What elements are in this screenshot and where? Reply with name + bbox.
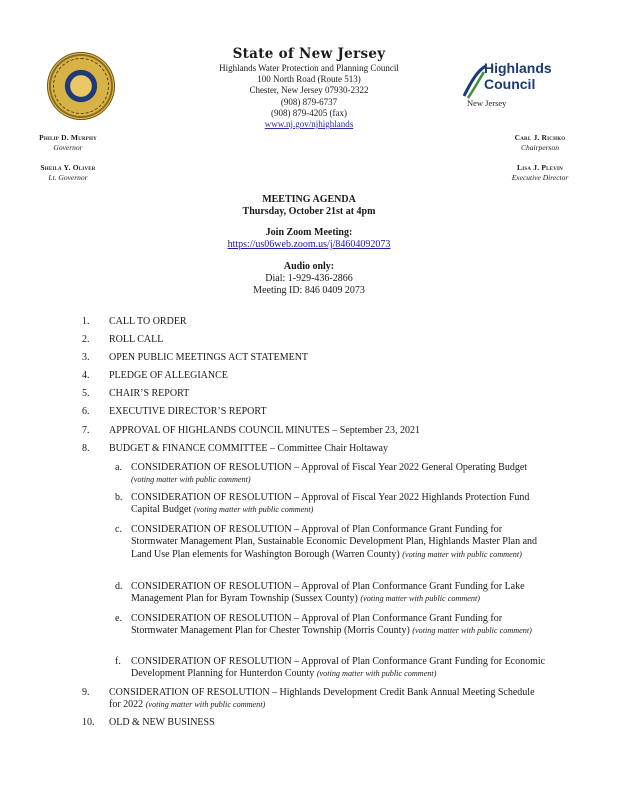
agenda-item-text: OLD & NEW BUSINESS — [109, 717, 215, 728]
voting-note: (voting matter with public comment) — [360, 594, 480, 604]
state-title: State of New Jersey — [232, 46, 386, 62]
agenda-sub-item-text: CONSIDERATION OF RESOLUTION – Approval of Fiscal Year 2022 General Operating Budget — [131, 462, 528, 473]
official-executive-director — [480, 163, 600, 183]
logo-word-council: Council — [484, 76, 536, 92]
agenda-item-number: 8. — [82, 443, 90, 454]
agenda-item-number: 6. — [82, 406, 90, 417]
address-line-1: 100 North Road (Route 513) — [257, 74, 361, 85]
voting-note: (voting matter with public comment) — [145, 700, 266, 710]
agenda-item-text: ROLL CALL — [109, 334, 164, 345]
agenda-item-number: 4. — [82, 370, 90, 381]
meeting-agenda-title: MEETING AGENDA — [262, 194, 356, 205]
agenda-sub-item-text: CONSIDERATION OF RESOLUTION – Approval of Fiscal Year 2022 Highlands Protection Fund Capital Budget — [131, 492, 530, 516]
officials-right — [480, 133, 600, 193]
official-name: Sheila Y. Oliver — [40, 163, 96, 172]
agenda-item-text: BUDGET & FINANCE COMMITTEE – Committee Chair Holtaway — [109, 443, 388, 454]
agenda-item-text: CHAIR’S REPORT — [109, 388, 190, 399]
agenda-sub-item-letter: b. — [115, 492, 123, 503]
zoom-heading: Join Zoom Meeting: — [265, 227, 353, 238]
voting-note: (voting matter with public comment) — [193, 505, 314, 515]
agenda-item-number: 7. — [82, 425, 90, 436]
official-chairperson — [480, 133, 600, 153]
agenda-item-number: 2. — [82, 334, 90, 345]
agenda-sub-item-text: CONSIDERATION OF RESOLUTION – Approval of Plan Conformance Grant Funding for Stormwater Management Plan, Sustainable Economic Development Plan, Highlands Master Plan and Land Use Plan elements for Washington Borough (Warren County) — [131, 524, 538, 560]
agenda-sub-item-letter: d. — [115, 581, 123, 592]
agenda-item-number: 1. — [82, 316, 90, 327]
phone-number: (908) 879-6737 — [280, 96, 338, 107]
voting-note: (voting matter with public comment) — [316, 669, 437, 679]
highlands-council-logo — [462, 56, 574, 110]
agenda-sub-item-text: CONSIDERATION OF RESOLUTION – Approval of Plan Conformance Grant Funding for Lake Management Plan for Byram Township (Sussex County) — [131, 581, 525, 605]
agenda-item-text: CALL TO ORDER — [109, 316, 187, 327]
official-name: Lisa J. Plevin — [517, 163, 563, 172]
meeting-id: Meeting ID: 846 0409 2073 — [253, 285, 365, 296]
meeting-datetime: Thursday, October 21st at 4pm — [242, 206, 376, 217]
official-role: Lt. Governor — [48, 173, 88, 182]
official-lt-governor — [18, 163, 118, 183]
zoom-meeting-link[interactable]: https://us06web.zoom.us/j/84604092073 — [227, 239, 391, 250]
logo-state-label: New Jersey — [467, 98, 507, 108]
agenda-item-number: 9. — [82, 687, 90, 698]
logo-word-highlands: Highlands — [484, 60, 552, 76]
voting-note: (voting matter with public comment) — [402, 549, 522, 559]
voting-note: (voting matter with public comment) — [131, 475, 251, 485]
official-name: Carl J. Richko — [514, 133, 566, 142]
dial-in-number: Dial: 1-929-436-2866 — [265, 273, 353, 284]
agenda-sub-item-letter: c. — [115, 524, 122, 535]
agenda-item-number: 10. — [82, 717, 95, 728]
fax-number: (908) 879-4205 (fax) — [271, 107, 347, 118]
official-governor — [18, 133, 118, 153]
agenda-item-text: OPEN PUBLIC MEETINGS ACT STATEMENT — [109, 352, 309, 363]
agenda-item-number: 3. — [82, 352, 90, 363]
officials-left — [18, 133, 118, 193]
agenda-sub-item-letter: e. — [115, 613, 122, 624]
official-role: Executive Director — [511, 173, 569, 182]
official-role: Chairperson — [521, 143, 559, 152]
official-name: Philip D. Murphy — [39, 133, 97, 142]
agenda-item-text: EXECUTIVE DIRECTOR’S REPORT — [109, 406, 267, 417]
agenda-item-text: APPROVAL OF HIGHLANDS COUNCIL MINUTES – September 23, 2021 — [109, 425, 421, 436]
agenda-item-text: CONSIDERATION OF RESOLUTION – Highlands Development Credit Bank Annual Meeting Schedule for 2022 — [109, 687, 535, 711]
agenda-sub-item-letter: f. — [115, 656, 121, 667]
address-line-2: Chester, New Jersey 07930-2322 — [249, 85, 369, 96]
org-name: Highlands Water Protection and Planning Council — [219, 63, 399, 73]
agenda-item-number: 5. — [82, 388, 90, 399]
agenda-sub-item-text: CONSIDERATION OF RESOLUTION – Approval of Plan Conformance Grant Funding for Economic Development Planning for Hunterdon County — [131, 656, 546, 680]
agenda-sub-item-letter: a. — [115, 462, 122, 473]
website-link[interactable]: www.nj.gov/njhighlands — [264, 119, 354, 130]
voting-note: (voting matter with public comment) — [412, 626, 532, 636]
agenda-sub-item-text: CONSIDERATION OF RESOLUTION – Approval of Plan Conformance Grant Funding for Stormwater Management Plan for Chester Township (Morris County) — [131, 613, 503, 637]
official-role: Governor — [53, 143, 83, 152]
agenda-item-text: PLEDGE OF ALLEGIANCE — [109, 370, 228, 381]
audio-heading: Audio only: — [283, 261, 335, 272]
